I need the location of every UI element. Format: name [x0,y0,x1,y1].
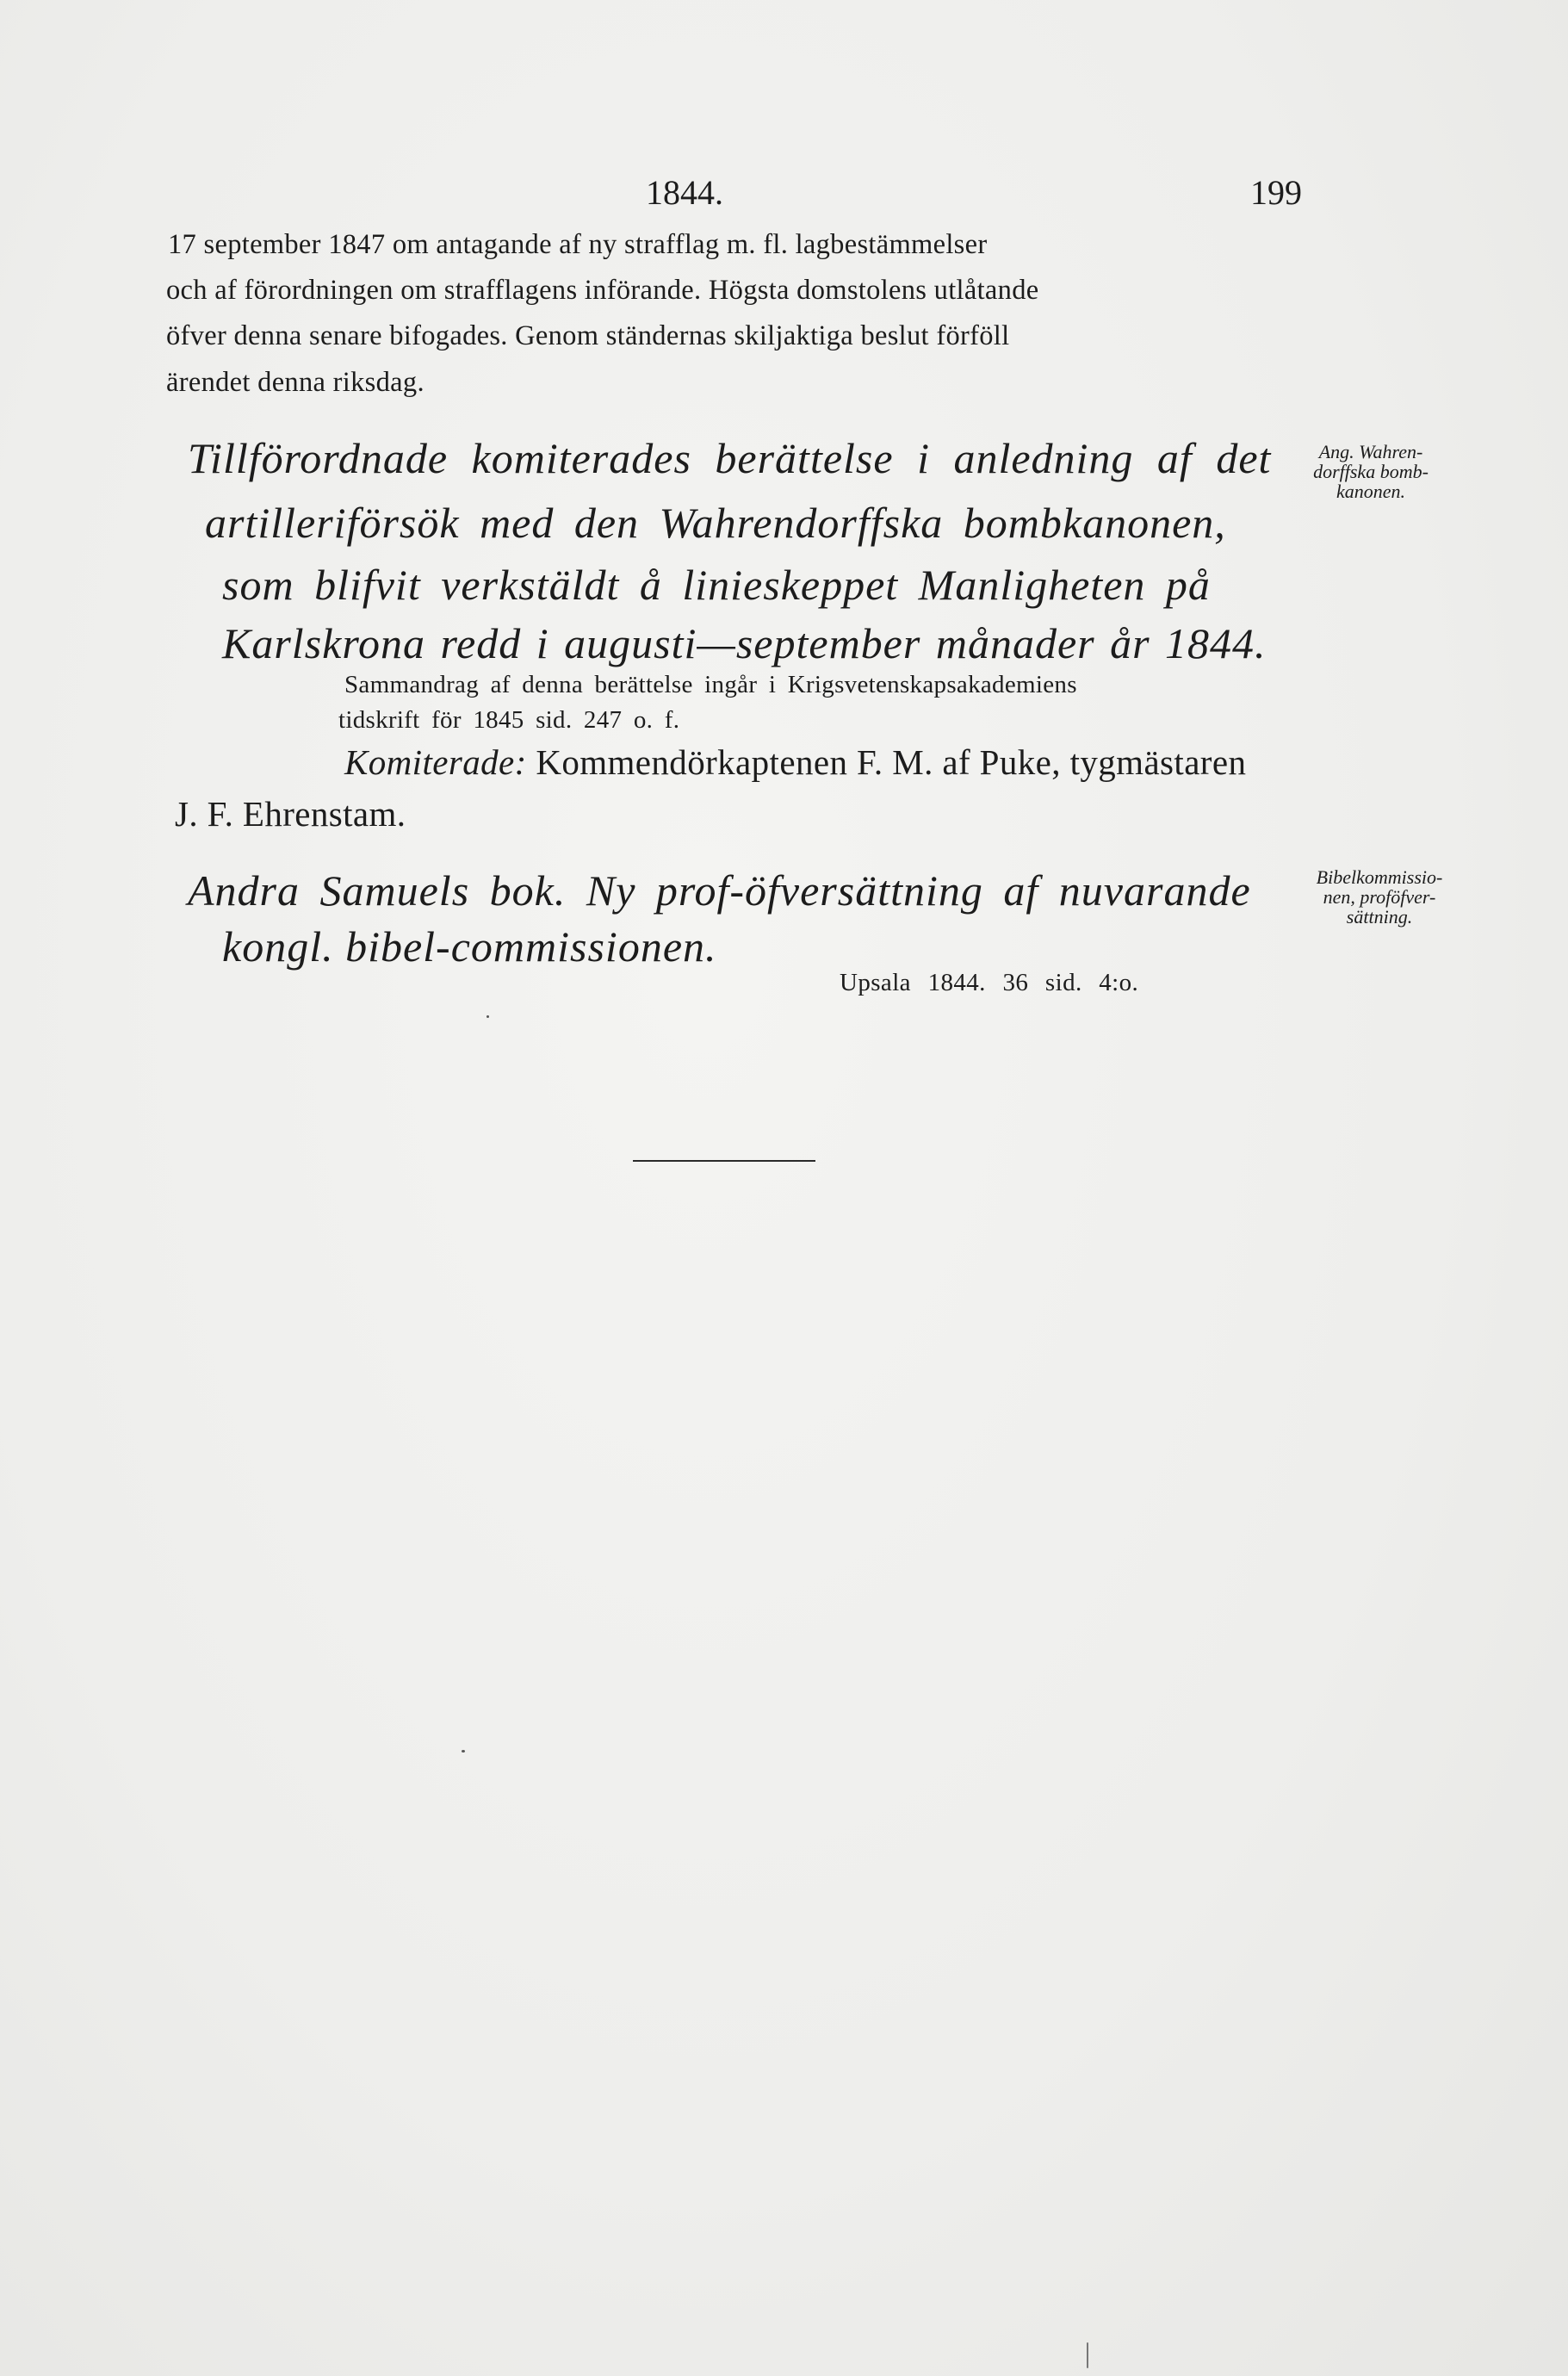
page-number: 199 [1250,173,1302,212]
entry1-margin-note [1302,442,1440,501]
intro-line-3: öfver denna senare bifogades. Genom ständernas skiljaktiga beslut förföll [166,320,1010,351]
running-header-year: 1844. [646,173,723,212]
committee-text: Kommendörkaptenen F. M. af Puke, tygmästaren [536,742,1247,782]
entry2-title-line-2: kongl. bibel-commissionen. [222,922,717,971]
entry1-title-line-1: Tillförordnade komiterades berättelse i anledning af det [188,434,1272,482]
entry2-margin-note [1302,867,1457,927]
intro-line-4: ärendet denna riksdag. [166,367,425,398]
entry1-summary-line-2: tidskrift för 1845 sid. 247 o. f. [338,706,680,734]
margin-note-line: sättning. [1346,906,1413,927]
margin-note-line: Ang. Wahren- [1318,441,1423,462]
entry1-summary-line-1: Sammandrag af denna berättelse ingår i Krigsvetenskapsakademiens [344,671,1077,698]
entry1-title-line-3: som blifvit verkstäldt å linieskeppet Manligheten på [222,561,1211,609]
entry1-committee [344,741,1246,783]
margin-note-line: kanonen. [1336,481,1406,502]
entry2-publication: Upsala 1844. 36 sid. 4:o. [840,969,1139,996]
entry2-title-line-1: Andra Samuels bok. Ny prof-öfversättning af nuvarande [188,866,1251,915]
entry1-title-line-2: artilleriförsök med den Wahrendorffska bombkanonen, [205,499,1226,547]
entry1-committee-continued: J. F. Ehrenstam. [175,794,406,834]
scan-speck [487,1015,489,1018]
section-divider [633,1160,815,1162]
margin-note-line: Bibelkommissio- [1316,866,1443,888]
margin-note-line: nen, proföfver- [1323,886,1436,908]
margin-note-line: dorffska bomb- [1313,461,1429,482]
intro-line-2: och af förordningen om strafflagens införande. Högsta domstolens utlåtande [166,275,1039,306]
committee-label: Komiterade: [344,742,527,782]
scan-mark [1087,2342,1088,2368]
entry1-title-line-4: Karlskrona redd i augusti—september månader år 1844. [222,619,1267,667]
intro-line-1: 17 september 1847 om antagande af ny strafflag m. fl. lagbestämmelser [168,229,988,260]
scan-speck [462,1750,465,1753]
